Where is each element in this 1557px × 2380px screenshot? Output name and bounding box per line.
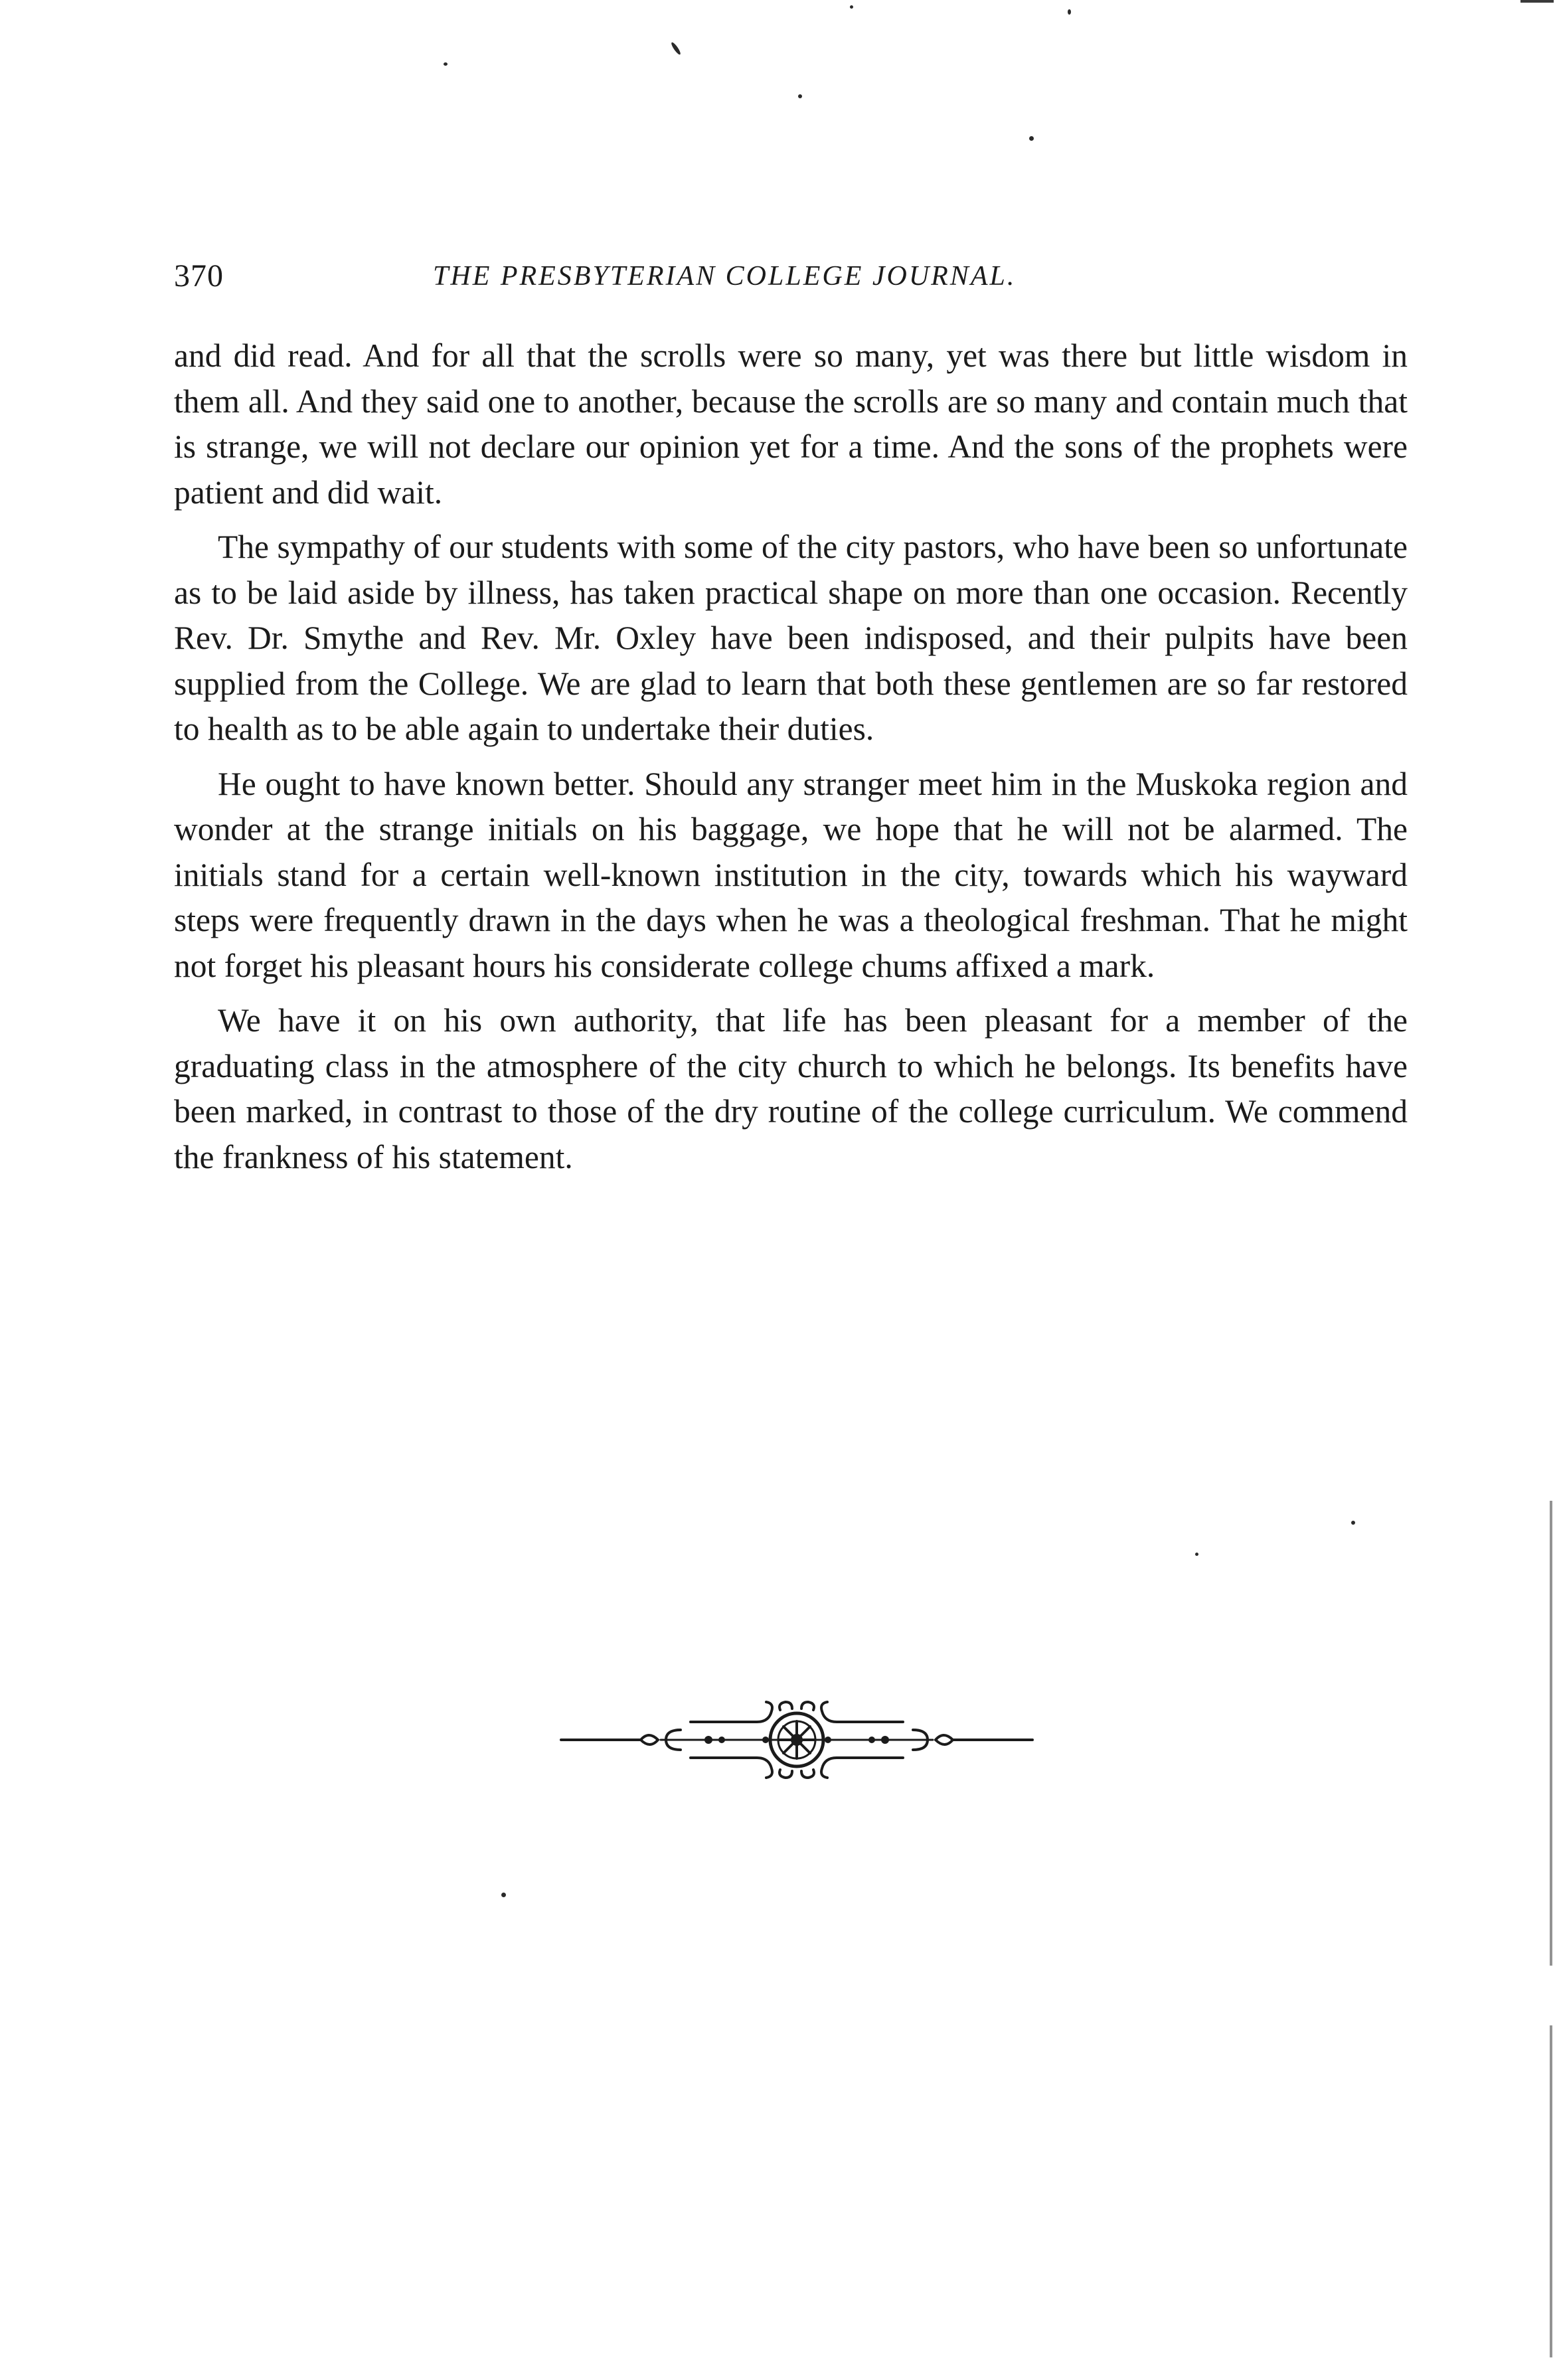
article-body — [174, 333, 1408, 1180]
scan-speck — [1351, 1521, 1355, 1525]
scan-speck — [1068, 9, 1071, 15]
scan-speck — [670, 41, 682, 55]
paragraph-sympathy: The sympathy of our students with some of the city pastors, who have been so unfortunate as to be laid aside by illness, has taken practical shape on more than one occasion. Recently Rev. Dr. Smythe and Rev. Mr. Oxley have been indisposed, and their pulpits have been supplied from the College. We are glad to learn that both these gentlemen are so far restored to health as to be able again to undertake their duties. — [174, 529, 1408, 747]
scan-speck — [501, 1893, 506, 1897]
scan-speck — [850, 5, 853, 9]
paragraph-continued: and did read. And for all that the scrolls were so many, yet was there but little wisdom in them all. And they said one to another, because the scrolls are so many and contain much that is strange, we will not declare our opinion yet for a time. And the sons of the prophets were patient and did wait. — [174, 337, 1408, 511]
page-header — [174, 258, 1409, 304]
scan-edge-line — [1550, 2025, 1552, 2357]
scan-edge-line — [1520, 0, 1554, 3]
scan-speck — [1029, 136, 1034, 141]
scan-speck — [798, 94, 802, 98]
paragraph-muskoka: He ought to have known better. Should any stranger meet him in the Muskoka region and wonder at the strange initials on his baggage, we hope that he will not be alarmed. The initials stand for a certain well-known institution in the city, towards which his wayward steps were frequently drawn in the days when he was a theological freshman. That he might not forget his pleasant hours his considerate college chums affixed a mark. — [174, 765, 1408, 984]
scan-edge-line — [1550, 1501, 1552, 1966]
scan-speck — [444, 62, 448, 66]
scroll-ornament-icon — [554, 1690, 1039, 1790]
paragraph-graduating-class: We have it on his own authority, that life has been pleasant for a member of the graduating class in the atmosphere of the city church to which he belongs. Its benefits have been marked, in contrast to those of the dry routine of the college curriculum. We commend the frankness of his statement. — [174, 1002, 1408, 1175]
scan-speck — [1195, 1553, 1198, 1556]
running-title: THE PRESBYTERIAN COLLEGE JOURNAL. — [433, 261, 1017, 292]
page-number: 370 — [174, 258, 224, 294]
